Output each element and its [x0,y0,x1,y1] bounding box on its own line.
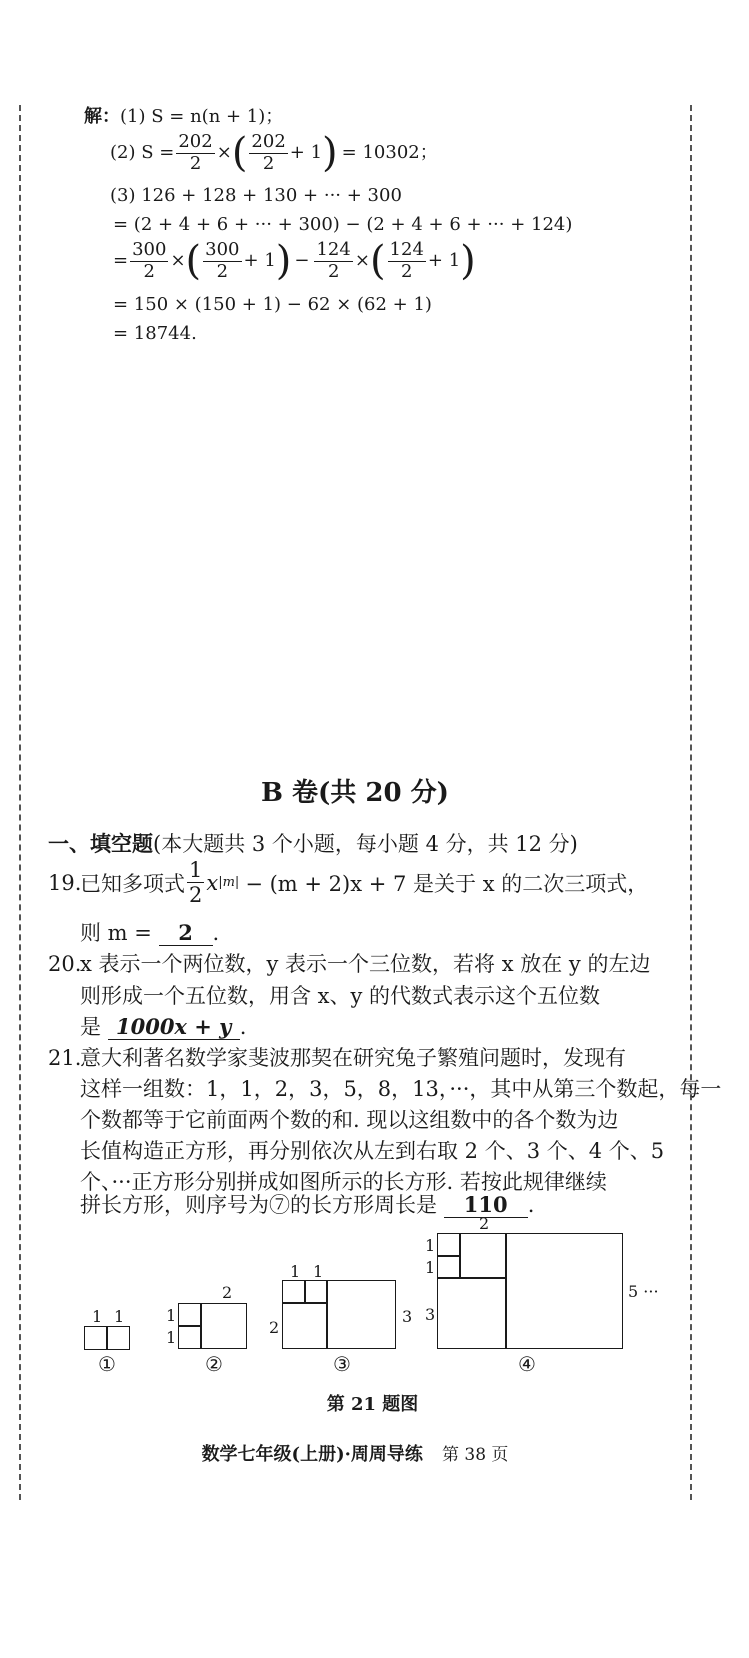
fig4-square-small-b [437,1255,461,1279]
fraction: $\frac{202}{2}$ [251,131,286,174]
fig3-square-medium [282,1302,328,1349]
fig4-label-top: 2 [479,1214,490,1233]
solution-label: 解： [84,106,120,127]
fig4-label-left-a: 1 [425,1236,436,1255]
question-21-line-3: 个数都等于它前面两个数的和. 现以这组数中的各个数为边 [80,1108,619,1132]
fig2-label-left-b: 1 [166,1328,177,1347]
question-21-line-2: 这样一组数：1，1，2，3，5，8，13，···，其中从第三个数起，每一 [80,1077,722,1101]
fig2-label-top: 2 [222,1283,233,1302]
question-19-line-2: 则 m = 2 . [80,920,220,945]
fig3-square-small-b [304,1280,328,1304]
fig1-square-a [84,1326,108,1350]
solution-line-6: = 150 × (150 + 1) − 62 × (62 + 1) [113,294,432,315]
solution-line-7: = 18744. [113,323,197,344]
page-number: 第 38 页 [441,1445,509,1465]
question-21-line-6: 拼长方形，则序号为⑦的长方形周长是 110 . [80,1192,535,1217]
footer-title: 数学七年级(上册)·周周导练 [201,1444,423,1465]
fraction: $\frac{300}{2}$ [132,239,167,282]
fig1-square-b [106,1326,130,1350]
part-heading: 一、填空题(本大题共 3 个小题，每小题 4 分，共 12 分) [48,831,578,856]
answer-20: 1000x + y [108,1014,240,1040]
fig2-square-small-b [178,1325,202,1349]
fig4-label-left-c: 3 [425,1305,436,1324]
figure-caption: 第 21 题图 [326,1394,419,1415]
fig2-square-small-a [178,1303,202,1327]
answer-19: 2 [159,920,213,946]
fig4-square-large [437,1277,507,1349]
fraction: $\frac{202}{2}$ [178,131,213,174]
fig3-square-small-a [282,1280,306,1304]
fig3-label-top-a: 1 [290,1262,301,1281]
fig4-square-small-a [437,1233,461,1257]
fig2-caption: ② [205,1352,223,1376]
question-21: 21.意大利著名数学家斐波那契在研究兔子繁殖问题时，发现有 [48,1046,626,1070]
section-title: B 卷(共 20 分) [261,778,449,808]
question-21-line-5: 个、···正方形分别拼成如图所示的长方形. 若按此规律继续 [80,1170,607,1194]
fig3-square-large [326,1280,396,1349]
solution-line-2: (2) S = $\frac{202}{2}$ × ( $\frac{202}{2}$ + 1 ) = 10302； [110,130,438,177]
question-20-line-3: 是 1000x + y . [80,1014,247,1039]
solution-line-4: = (2 + 4 + 6 + ··· + 300) − (2 + 4 + 6 + ··· + 124) [113,214,573,235]
question-20: 20.x 表示一个两位数，y 表示一个三位数，若将 x 放在 y 的左边 [48,952,651,976]
fig3-label-right: 3 [402,1307,413,1326]
fig1-label-top-a: 1 [92,1307,103,1326]
solution-line-5: = $\frac{300}{2}$ × ( $\frac{300}{2}$ + 1 ) − $\frac{124}{2}$ × ( $\frac{124}{2}$ + 1 ) [113,238,476,285]
answer-21: 110 [444,1192,528,1218]
fraction: $\frac{1}{2}$ [189,858,203,908]
fig4-square-medium [459,1233,507,1279]
fig4-caption: ④ [518,1352,536,1376]
fig4-label-right: 5 ··· [628,1282,659,1301]
fig2-square-large [200,1303,247,1349]
fig3-caption: ③ [333,1352,351,1376]
fraction: $\frac{300}{2}$ [205,239,240,282]
question-21-line-4: 长值构造正方形，再分别依次从左到右取 2 个、3 个、4 个、5 [80,1139,665,1163]
fraction: $\frac{124}{2}$ [389,239,424,282]
fig3-label-left: 2 [269,1318,280,1337]
solution-line-1: 解：(1) S = n(n + 1)； [84,106,284,127]
question-19: 19. 已知多项式 $\frac{1}{2}$ x |m| − (m + 2)x + 7 是关于 x 的二次三项式， [48,858,649,908]
fig1-label-top-b: 1 [114,1307,125,1326]
fig1-caption: ① [98,1352,116,1376]
fig3-label-top-b: 1 [313,1262,324,1281]
fraction: $\frac{124}{2}$ [316,239,351,282]
fig4-square-largest [505,1233,623,1349]
footer [0,1440,710,1466]
solution-line-3: (3) 126 + 128 + 130 + ··· + 300 [110,185,402,206]
question-20-line-2: 则形成一个五位数，用含 x、y 的代数式表示这个五位数 [80,984,601,1008]
fig2-label-left-a: 1 [166,1306,177,1325]
fig4-label-left-b: 1 [425,1258,436,1277]
